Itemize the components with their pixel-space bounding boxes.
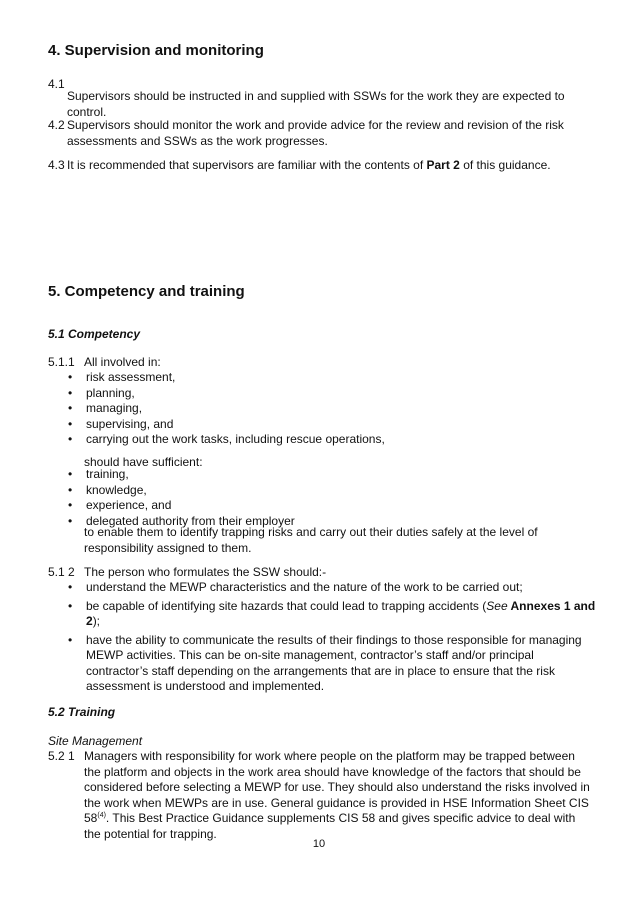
item-5-2-1-text: Managers with responsibility for work where people on the platform may be trapped between the platform and objects in the work area should have knowledge of the factors that should be considered before selecting a MEWP for use. They should also understand the risks involved in the work when MEWPs are in use. General guidance is provided in HSE Information Sheet CIS 58$^{(4)}$. This Best Practice Guidance supplements CIS 58 and gives specific advice to deal with the potential for trapping.: [84, 749, 590, 841]
item-5-1-2-number: 5.1 2: [48, 565, 75, 579]
page-number: 10: [312, 838, 326, 850]
item-5-1-1-intro: All involved in:: [84, 355, 161, 369]
list-item: • carrying out the work tasks, including rescue operations,: [66, 432, 385, 448]
part-2-reference: Part 2: [426, 158, 460, 172]
training-heading: 5.2 Training: [48, 705, 116, 719]
item-5-1-2-intro: The person who formulates the SSW should:-: [84, 565, 327, 579]
list-item: • supervising, and: [66, 417, 385, 433]
list-item: • training,: [66, 467, 295, 483]
list-item: • delegated authority from their employer: [66, 514, 295, 530]
item-5-2-1-number: 5.2 1: [48, 749, 75, 763]
list-item: • risk assessment,: [66, 370, 385, 386]
list-item: • have the ability to communicate the results of their findings to those responsible for managing MEWP activities. This can be on-site management, contractor’s staff and/or principal contractor’s staff depending on the arrangements that are in place to ensure that the risk assessment is understood and implemented.: [66, 633, 596, 695]
sufficient-list: [66, 467, 295, 529]
list-item: • experience, and: [66, 498, 295, 514]
item-4-3-text: It is recommended that supervisors are familiar with the contents of Part 2 of this guidance.: [67, 158, 551, 172]
list-item: • planning,: [66, 386, 385, 402]
item-4-1-number: 4.1: [48, 77, 65, 91]
competency-heading: 5.1 Competency: [48, 327, 141, 341]
item-4-1-text: Supervisors should be instructed in and supplied with SSWs for the work they are expected to control.: [67, 89, 565, 119]
competency-closing-text: to enable them to identify trapping risks and carry out their duties safely at the level of responsibility assigned to them.: [84, 525, 538, 555]
reference-superscript: (4): [97, 812, 106, 819]
annexes-reference: Annexes 1 and 2: [86, 598, 596, 628]
involved-list: [66, 370, 385, 448]
list-item: • understand the MEWP characteristics and the nature of the work to be carried out;: [66, 580, 596, 596]
section-4-heading: 4. Supervision and monitoring: [48, 42, 264, 59]
item-4-2-number: 4.2: [48, 118, 65, 132]
should-have-text: should have sufficient:: [84, 455, 203, 469]
item-4-3-number: 4.3: [48, 158, 65, 172]
item-5-1-1-number: 5.1.1: [48, 355, 75, 369]
section-5-heading: 5. Competency and training: [48, 283, 245, 300]
list-item: • be capable of identifying site hazards that could lead to trapping accidents (See Annexes 1 and 2);: [66, 599, 596, 630]
site-management-subheading: Site Management: [48, 734, 143, 748]
item-4-2-text: Supervisors should monitor the work and provide advice for the review and revision of the risk assessments and SSWs as the work progresses.: [67, 118, 564, 148]
list-item: • knowledge,: [66, 483, 295, 499]
list-item: • managing,: [66, 401, 385, 417]
ssw-person-list: [66, 580, 596, 695]
